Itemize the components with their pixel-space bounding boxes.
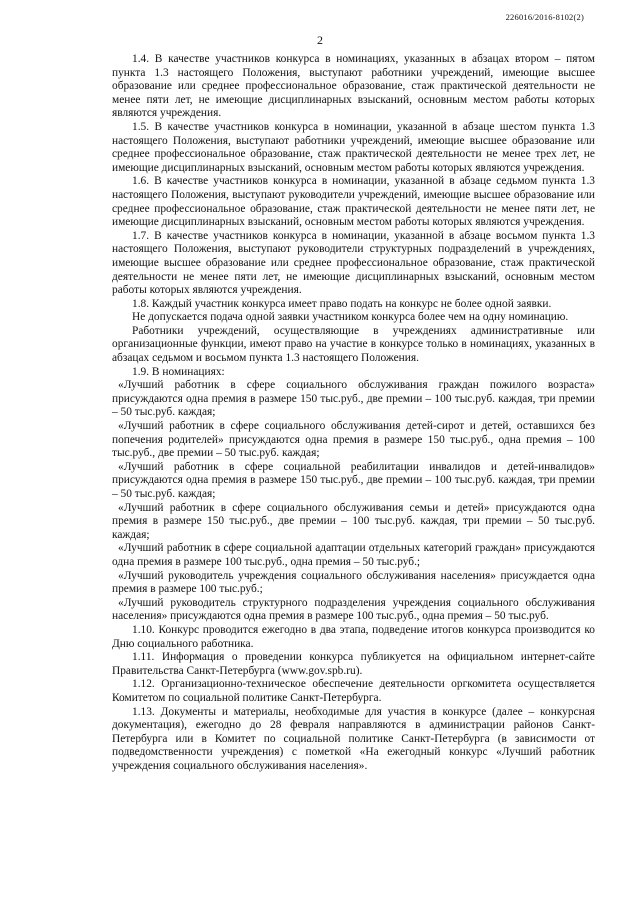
paragraph-1-8-note: Не допускается подача одной заявки участником конкурса более чем на одну номинацию. <box>132 311 569 324</box>
paragraph-1-13: 1.13. Документы и материалы, необходимые для участия в конкурсе (далее – конкурсная документация), ежегодно до 28 февраля направляются в администрации районов Санкт-Петербурга или в Комитет по социальной политике Санкт-Петербурга (в зависимости от подведомственности учреждения) с пометкой «На ежегодный конкурс «Лучший работник учреждения социального обслуживания населения». <box>112 705 595 772</box>
nomination-family: «Лучший работник в сфере социального обслуживания семьи и детей» присуждаются одна премия в размере 150 тыс.руб., две премии – 100 тыс.руб. каждая, три премии – 50 тыс.руб. каждая; <box>112 501 595 541</box>
paragraph-admin-staff: Работники учреждений, осуществляющие в учреждениях административные или организационные функции, имеют право на участие в конкурсе только в номинациях, указанных в абзацах седьмом и восьмом пункта 1.3 настоящего Положения. <box>112 324 595 365</box>
paragraph-1-11: 1.11. Информация о проведении конкурса публикуется на официальном интернет-сайте Правительства Санкт-Петербурга (www.gov.spb.ru). <box>112 651 595 677</box>
nomination-disabled-rehab: «Лучший работник в сфере социальной реабилитации инвалидов и детей-инвалидов» присуждаются одна премия в размере 150 тыс.руб., две премии – 100 тыс.руб. каждая, три премии – 50 тыс.руб. каждая; <box>112 460 595 500</box>
document-registration-number: 226016/2016-8102(2) <box>505 12 584 22</box>
document-body <box>112 53 595 773</box>
paragraph-1-7: 1.7. В качестве участников конкурса в номинации, указанной в абзаце восьмом пункта 1.3 настоящего Положения, выступают руководители структурных подразделений в учреждениях, имеющие высшее образование или среднее профессиональное образование, стаж практической деятельности не менее пяти лет, не имеющие дисциплинарных взысканий, основным местом работы которых являются учреждения. <box>112 229 595 297</box>
paragraph-1-9: 1.9. В номинациях: <box>132 365 225 378</box>
nomination-department-head: «Лучший руководитель структурного подразделения учреждения социального обслуживания населения» присуждаются одна премия в размере 100 тыс.руб., одна премия – 50 тыс.руб. <box>112 596 595 623</box>
nomination-social-adaptation: «Лучший работник в сфере социальной адаптации отдельных категорий граждан» присуждаются одна премия в размере 100 тыс.руб., одна премия – 50 тыс.руб.; <box>112 542 595 568</box>
page-number: 2 <box>317 33 323 47</box>
paragraph-1-8: 1.8. Каждый участник конкурса имеет право подать на конкурс не более одной заявки. <box>132 297 552 310</box>
paragraph-1-6: 1.6. В качестве участников конкурса в номинации, указанной в абзаце седьмом пункта 1.3 настоящего Положения, выступают руководители учреждений, имеющие высшее образование или среднее профессиональное образование, стаж практической деятельности не менее пяти лет, не имеющие дисциплинарных взысканий, основным местом работы которых являются учреждения. <box>112 175 595 229</box>
paragraph-1-10: 1.10. Конкурс проводится ежегодно в два этапа, подведение итогов конкурса производится ко Дню социального работника. <box>112 623 595 650</box>
nomination-institution-head: «Лучший руководитель учреждения социального обслуживания населения» присуждается одна премия в размере 100 тыс.руб.; <box>112 569 595 596</box>
paragraph-1-5: 1.5. В качестве участников конкурса в номинации, указанной в абзаце шестом пункта 1.3 настоящего Положения, выступают работники учреждений, имеющие высшее образование или среднее профессиональное образование, стаж практической деятельности не менее трех лет, не имеющие дисциплинарных взысканий, основным местом работы которых являются учреждения. <box>112 120 595 174</box>
paragraph-1-12: 1.12. Организационно-техническое обеспечение деятельности оргкомитета осуществляется Комитетом по социальной политике Санкт-Петербурга. <box>112 678 595 704</box>
nomination-orphans: «Лучший работник в сфере социального обслуживания детей-сирот и детей, оставшихся без попечения родителей» присуждаются одна премия в размере 150 тыс.руб., одна премия – 100 тыс.руб., две премии – 50 тыс.руб. каждая; <box>112 420 595 460</box>
nomination-elderly: «Лучший работник в сфере социального обслуживания граждан пожилого возраста» присуждаются одна премия в размере 150 тыс.руб., две премии – 100 тыс.руб. каждая, три премии – 50 тыс.руб. каждая; <box>112 379 595 419</box>
paragraph-1-4: 1.4. В качестве участников конкурса в номинациях, указанных в абзацах втором – пятом пункта 1.3 настоящего Положения, выступают работники учреждений, имеющие высшее образование или среднее профессиональное образование, стаж практической деятельности не менее пяти лет, не имеющие дисциплинарных взысканий, основным местом работы которых являются учреждения. <box>112 53 595 120</box>
